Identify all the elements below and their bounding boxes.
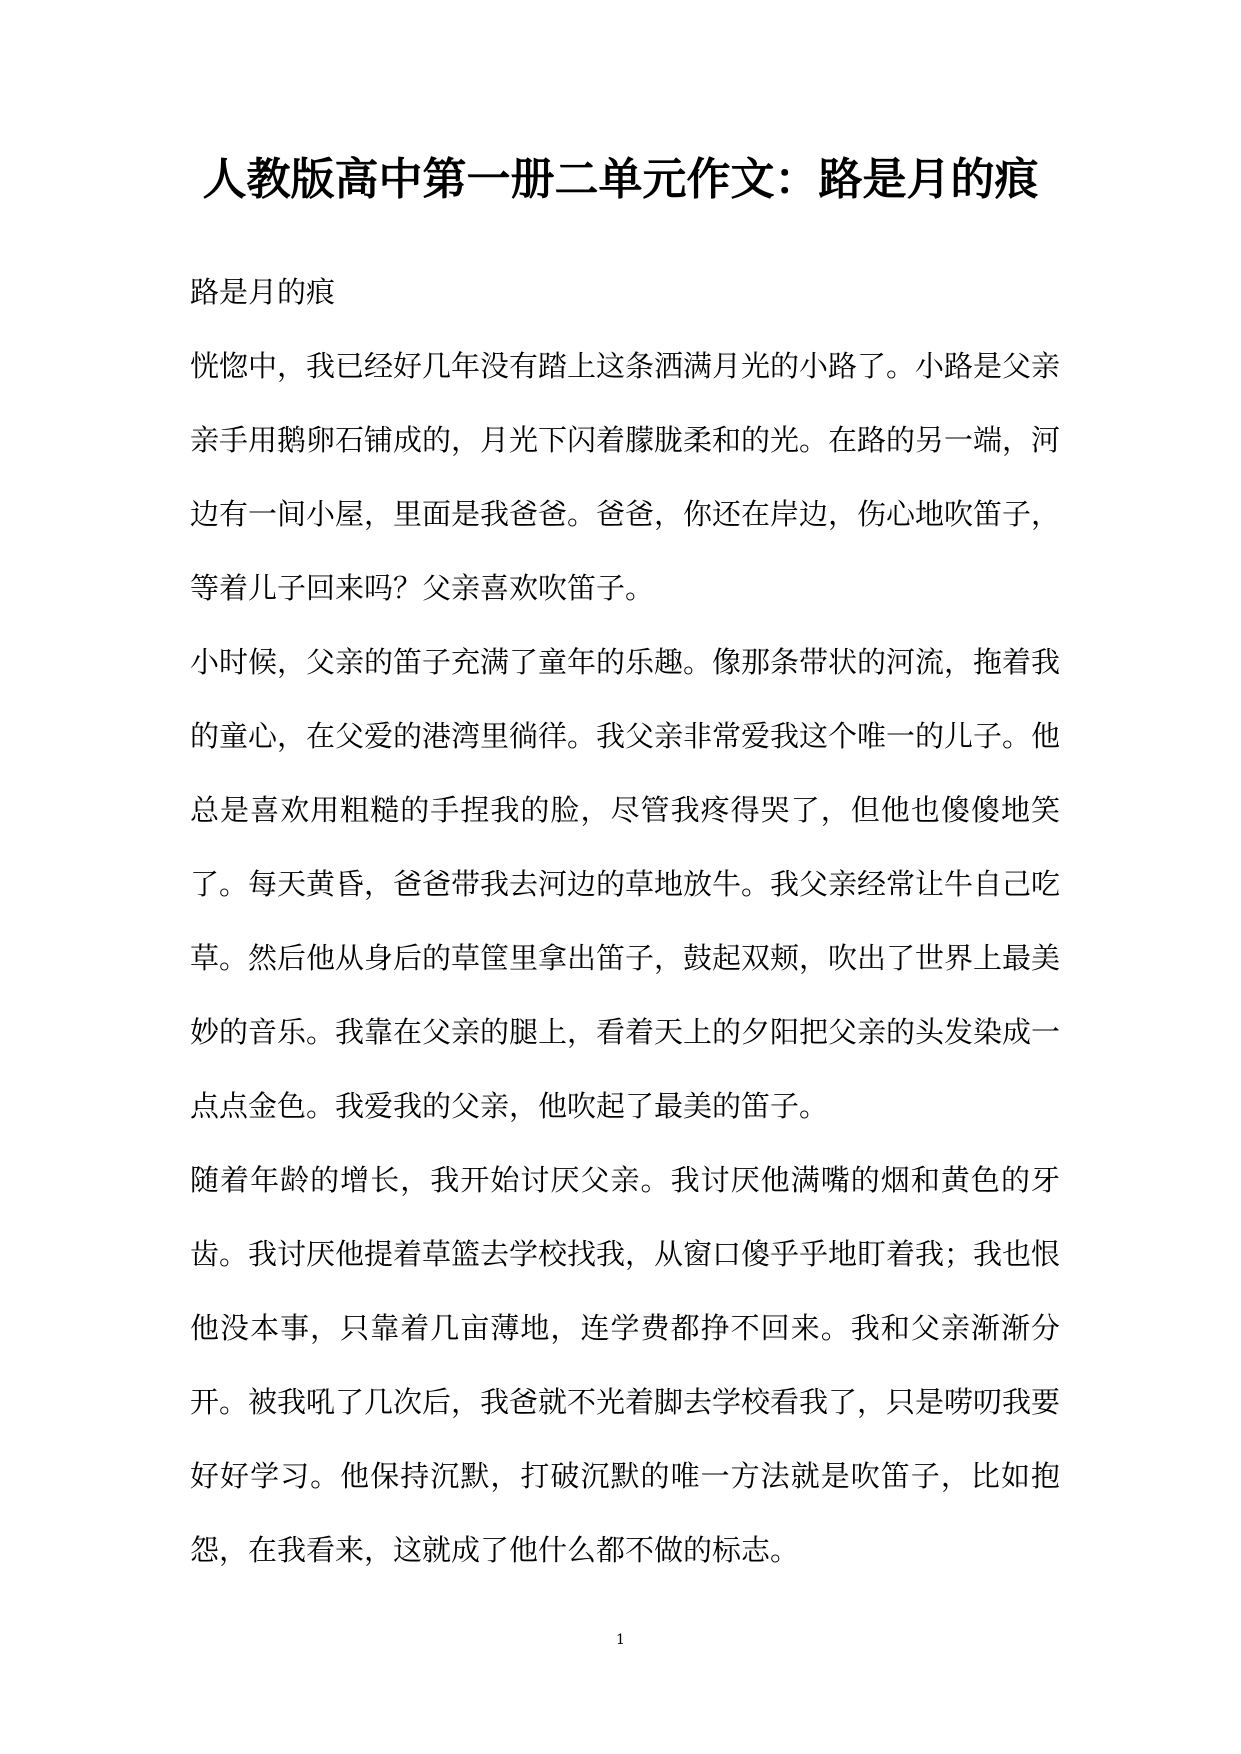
paragraph-3: 随着年龄的增长，我开始讨厌父亲。我讨厌他满嘴的烟和黄色的牙齿。我讨厌他提着草篮去学校找我，从窗口傻乎乎地盯着我；我也恨他没本事，只靠着几亩薄地，连学费都挣不回来。我和父亲渐渐分开。被我吼了几次后，我爸就不光着脚去学校看我了，只是唠叨我要好好学习。他保持沉默，打破沉默的唯一方法就是吹笛子，比如抱怨，在我看来，这就成了他什么都不做的标志。: [190, 1163, 1061, 1567]
paragraph-2: 小时候，父亲的笛子充满了童年的乐趣。像那条带状的河流，拖着我的童心，在父爱的港湾里徜徉。我父亲非常爱我这个唯一的儿子。他总是喜欢用粗糙的手捏我的脸，尽管我疼得哭了，但他也傻傻地笑了。每天黄昏，爸爸带我去河边的草地放牛。我父亲经常让牛自己吃草。然后他从身后的草筐里拿出笛子，鼓起双颊，吹出了世界上最美妙的音乐。我靠在父亲的腿上，看着天上的夕阳把父亲的头发染成一点点金色。我爱我的父亲，他吹起了最美的笛子。: [190, 645, 1061, 1123]
essay-subtitle: 路是月的痕: [190, 275, 336, 309]
document-body: [190, 255, 1060, 1587]
paragraph-1: 恍惚中，我已经好几年没有踏上这条洒满月光的小路了。小路是父亲亲手用鹅卵石铺成的，月光下闪着朦胧柔和的光。在路的另一端，河边有一间小屋，里面是我爸爸。爸爸，你还在岸边，伤心地吹笛子，等着儿子回来吗？父亲喜欢吹笛子。: [190, 349, 1061, 605]
page-number: 1: [616, 1632, 625, 1648]
document-title: 人教版高中第一册二单元作文：路是月的痕: [202, 154, 1039, 205]
